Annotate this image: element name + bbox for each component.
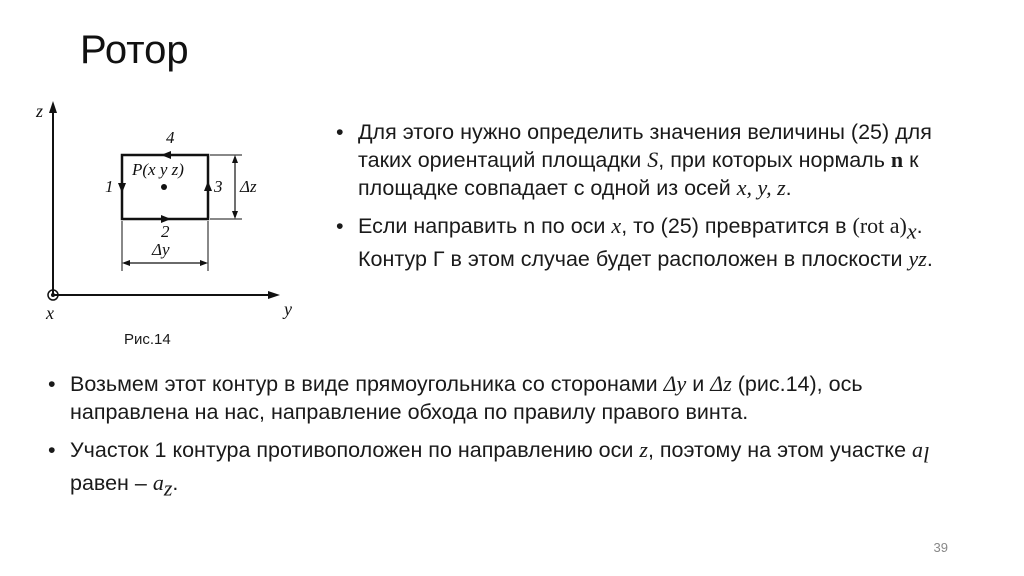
- x-axis-label: x: [46, 303, 54, 323]
- y-axis-label: y: [284, 299, 292, 319]
- slide-title: Ротор: [80, 28, 189, 72]
- bullet-dot: •: [336, 214, 344, 238]
- side-2-label: 2: [161, 222, 170, 241]
- side-4-label: 4: [166, 128, 175, 147]
- y-axis-arrow: [268, 291, 280, 299]
- contour-figure: [30, 95, 330, 325]
- side-4-arrow: [161, 151, 171, 159]
- side-3-label: 3: [214, 177, 223, 196]
- bullet-dot: •: [48, 372, 56, 396]
- z-axis-label: z: [36, 101, 44, 121]
- bullet-item: • Для этого нужно определить значения величины (25) для таких ориентаций площадки S, при которых нормаль n к площадке совпадает с одной из осей x, y, z.: [336, 120, 932, 200]
- point-p-label: P(x y z): [132, 160, 184, 179]
- bullet-item: • Если направить n по оси x, то (25) превратится в (rot $a)_x$. Контур Г в этом случае будет расположен в плоскости yz.: [336, 213, 933, 272]
- bullet-item: • Возьмем этот контур в виде прямоугольника со сторонами Δy и Δz (рис.14), ось направлена на нас, направление обхода по правилу правого винта.: [48, 371, 863, 424]
- side-1-arrow: [118, 183, 126, 193]
- bullets-bottom: [48, 370, 968, 513]
- page-number: 39: [933, 540, 948, 555]
- bullet-item: • Участок 1 контура противоположен по направлению оси z, поэтому на этом участке $a_l$ равен – $a_z$.: [48, 437, 930, 501]
- bullet-dot: •: [336, 120, 344, 144]
- delta-z-label: Δz: [240, 177, 257, 196]
- figure-caption: Рис.14: [124, 331, 171, 348]
- bullet-dot: •: [48, 438, 56, 462]
- z-axis-arrow: [49, 101, 57, 113]
- bullets-right: [336, 118, 976, 283]
- delta-y-label: Δy: [152, 240, 170, 259]
- point-p: [161, 184, 167, 190]
- side-3-arrow: [204, 181, 212, 191]
- side-1-label: 1: [105, 177, 114, 196]
